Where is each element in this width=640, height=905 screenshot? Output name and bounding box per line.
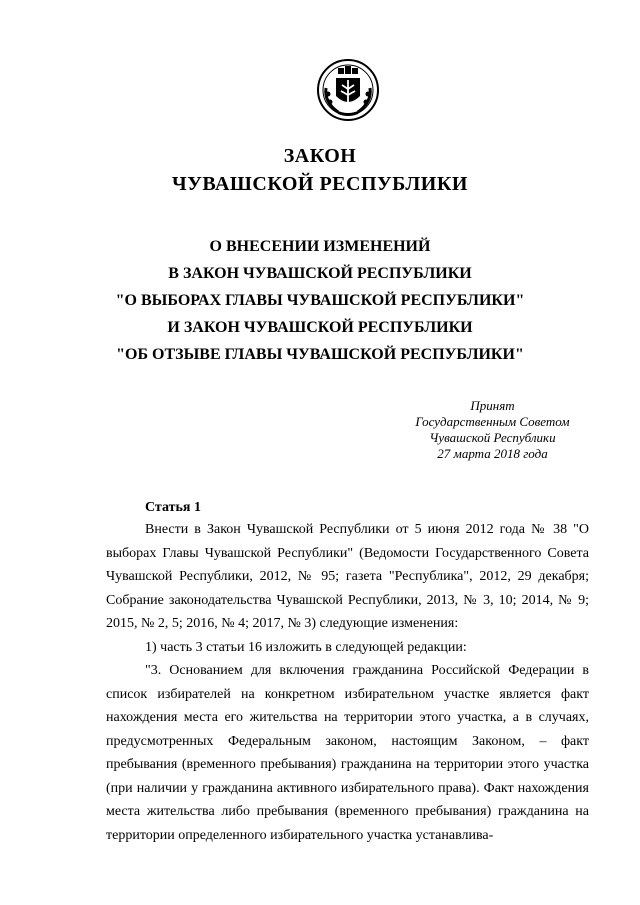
adoption-line: Чувашской Республики [429, 430, 556, 445]
law-title [0, 142, 640, 198]
subtitle-line: "ОБ ОТЗЫВЕ ГЛАВЫ ЧУВАШСКОЙ РЕСПУБЛИКИ" [116, 346, 524, 363]
adoption-line: Государственным Советом [415, 414, 570, 429]
adoption-note [400, 398, 585, 462]
subtitle-line: О ВНЕСЕНИИ ИЗМЕНЕНИЙ [209, 238, 431, 255]
subtitle-line: "О ВЫБОРАХ ГЛАВЫ ЧУВАШСКОЙ РЕСПУБЛИКИ" [115, 292, 525, 309]
adoption-line: Принят [470, 398, 515, 413]
article-heading: Статья 1 [145, 500, 201, 515]
title-line: ЗАКОН [283, 145, 357, 167]
coat-of-arms-emblem [316, 58, 380, 122]
body-paragraph: 1) часть 3 статьи 16 изложить в следующей редакции: [145, 639, 467, 655]
subtitle-line: И ЗАКОН ЧУВАШСКОЙ РЕСПУБЛИКИ [167, 319, 473, 336]
body-paragraph: Внести в Закон Чувашской Республики от 5 июня 2012 года № 38 "О выборах Главы Чувашской Республики" (Ведомости Государственного Совета Чувашской Республики, 2012, № 95; газета "Республика", 2012, 29 декабря; Собрание законодательства Чувашской Республики, 2013, № 3, 10; 2014, № 9; 2015, № 2, 5; 2016, № 4; 2017, № 3) следующие изменения: [106, 522, 589, 631]
body-paragraph: "3. Основанием для включения гражданина Российской Федерации в список избирателей на конкретном избирательном участке является факт нахождения места его жительства на территории этого участка, а в случаях, предусмотренных Федеральным законом, настоящим Законом, – факт пребывания (временного пребывания) гражданина на территории этого участка (при наличии у гражданина активного избирательного права). Факт нахождения места жительства либо пребывания (временного пребывания) гражданина на территории определенного избирательного участка устанавлива- [106, 663, 589, 843]
adoption-date: 27 марта 2018 года [437, 446, 548, 461]
title-line: ЧУВАШСКОЙ РЕСПУБЛИКИ [172, 173, 468, 195]
subtitle-line: В ЗАКОН ЧУВАШСКОЙ РЕСПУБЛИКИ [168, 265, 472, 282]
article-body [106, 518, 589, 847]
law-subtitle [0, 233, 640, 368]
